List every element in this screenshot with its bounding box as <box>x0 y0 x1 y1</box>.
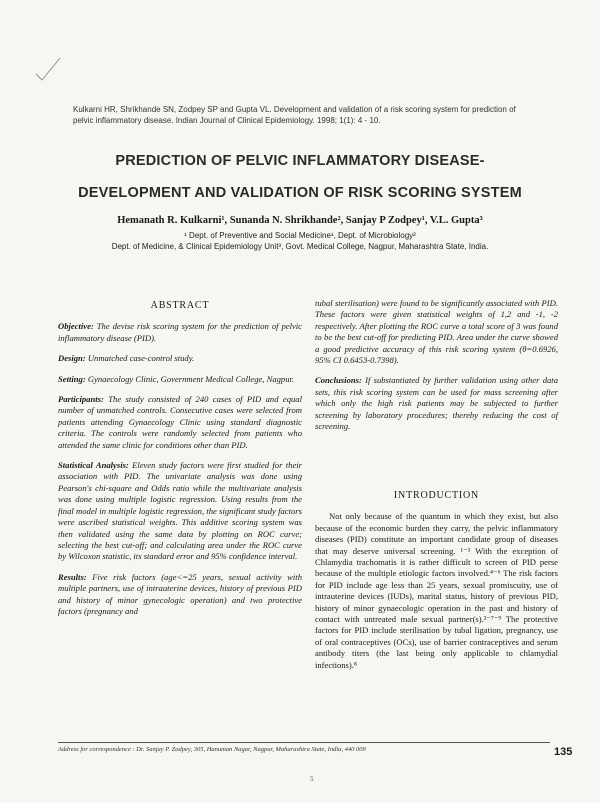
conclusions-label: Conclusions: <box>315 375 362 386</box>
footer-mark: 5 <box>310 775 314 783</box>
abstract-left-column <box>58 298 302 626</box>
results-continued: tubal sterilisation) were found to be significantly associated with PID. These factors were given statistical weights of 1,2 and -1, -2 respectively. After plotting the ROC curve a total score of 3 was found to be the best cut-off for predicting PID. Area under the curve showed a good predictive accuracy of this risk scoring system (θ=0.6926, 95% CI 0.6453-0.7398). <box>315 298 558 366</box>
affiliation-1: ¹ Dept. of Preventive and Social Medicine¹, Dept. of Microbiology² <box>184 231 416 240</box>
results-paragraph <box>58 572 302 618</box>
design-paragraph <box>58 353 302 364</box>
statistical-paragraph <box>58 460 302 563</box>
setting-text: Gynaecology Clinic, Government Medical College, Nagpur. <box>85 373 295 384</box>
objective-label: Objective: <box>58 321 94 332</box>
abstract-right-column <box>315 298 558 441</box>
results-text: Five risk factors (age<=25 years, sexual activity with multiple partners, use of intrauterine devices, history of previous PID and history of minor gynecologic operation) and two protective factors (pregnancy and <box>58 571 302 616</box>
participants-paragraph <box>58 394 302 451</box>
objective-text: The devise risk scoring system for the prediction of pelvic inflammatory disease (PID). <box>58 321 302 343</box>
correspondence-address: Address for correspondence : Dr. Sanjay P. Zodpey, 305, Hanuman Nagar, Nagpur, Maharashtra State, India, 440 009 <box>58 746 366 753</box>
introduction-paragraph: Not only because of the quantum in which they exist, but also because of the economic burden they carry, the pelvic inflammatory diseases (PID) constitute an important candidate group of diseases that may deserve universal screening. ¹⁻³ With the exception of Chlamydia trachomatis it is rather difficult to screen of PID perse because of the multiple etiologic factors involved.⁴⁻⁶ The risk factors for PID include age less than 25 years, sexual promiscuity, use of intrauterine devices (IUDs), marital status, history of previous PID, history of minor gynaecologic operation in the past and history of contact with untreated male sexual partner(s).²⁻⁷⁻⁹ The protective factors for PID include sterilisation by tubal ligation, pregnancy, use of oral contraceptives (OCs), use of barrier contraceptives and serum antibody titers (the last being only applicable to chlamydial infections).⁸ <box>315 511 558 670</box>
setting-label: Setting: <box>58 373 86 384</box>
statistical-label: Statistical Analysis: <box>58 460 129 471</box>
conclusions-paragraph <box>315 375 558 432</box>
introduction-heading: INTRODUCTION <box>393 490 480 501</box>
authors: Hemanath R. Kulkarni¹, Sunanda N. Shrikhande², Sanjay P Zodpey¹, V.L. Gupta³ <box>117 215 483 226</box>
footer-rule <box>58 742 550 743</box>
handwritten-check-mark <box>30 52 70 92</box>
statistical-text: Eleven study factors were first studied for their association with PID. The univariate analysis was done using Pearson's chi-square and Odds ratio while the multivariate analysis was done using multiple logistic regression. Using results from the final model in multiple logistic regression, the significant study factors were ascribed statistical weights. This additive scoring system was then validated using the same data by plotting on ROC curve; selecting the best cut-off; and calculating area under the ROC curve by Wilcoxon statistic, its standard error and 95% confidence interval. <box>58 460 302 562</box>
design-text: Unmatched case-control study. <box>85 353 195 364</box>
page-number: 135 <box>554 746 573 758</box>
objective-paragraph <box>58 321 302 344</box>
affiliation-2: Dept. of Medicine, & Clinical Epidemiology Unit³, Govt. Medical College, Nagpur, Maharashtra State, India. <box>111 242 489 251</box>
participants-text: The study consisted of 240 cases of PID and equal number of unmatched controls. Consecutive cases were selected from patients attending Gynaecology Clinic using standard diagnostic criteria. The controls were randomly selected from patients who attended the same clinic for conditions other than PID. <box>58 394 302 450</box>
introduction-section <box>315 488 558 680</box>
participants-label: Participants: <box>58 394 104 405</box>
setting-paragraph <box>58 374 302 385</box>
title-line-1: PREDICTION OF PELVIC INFLAMMATORY DISEASE- <box>115 153 485 169</box>
conclusions-text: If substantiated by further validation using other data sets, this risk scoring system can be used for mass screening after which only the high risk patients may be subjected to further screening by laboratory procedures; thereby reducing the cost of screening. <box>315 375 558 432</box>
title-line-2: DEVELOPMENT AND VALIDATION OF RISK SCORING SYSTEM <box>78 185 522 201</box>
citation: Kulkarni HR, Shrikhande SN, Zodpey SP and Gupta VL. Development and validation of a risk scoring system for prediction of pelvic inflammatory disease. Indian Journal of Clinical Epidemiology. 1998; 1(1): 4 - 10. <box>73 105 516 125</box>
design-label: Design: <box>58 353 86 364</box>
abstract-heading: ABSTRACT <box>150 300 210 311</box>
results-label: Results: <box>58 571 87 582</box>
